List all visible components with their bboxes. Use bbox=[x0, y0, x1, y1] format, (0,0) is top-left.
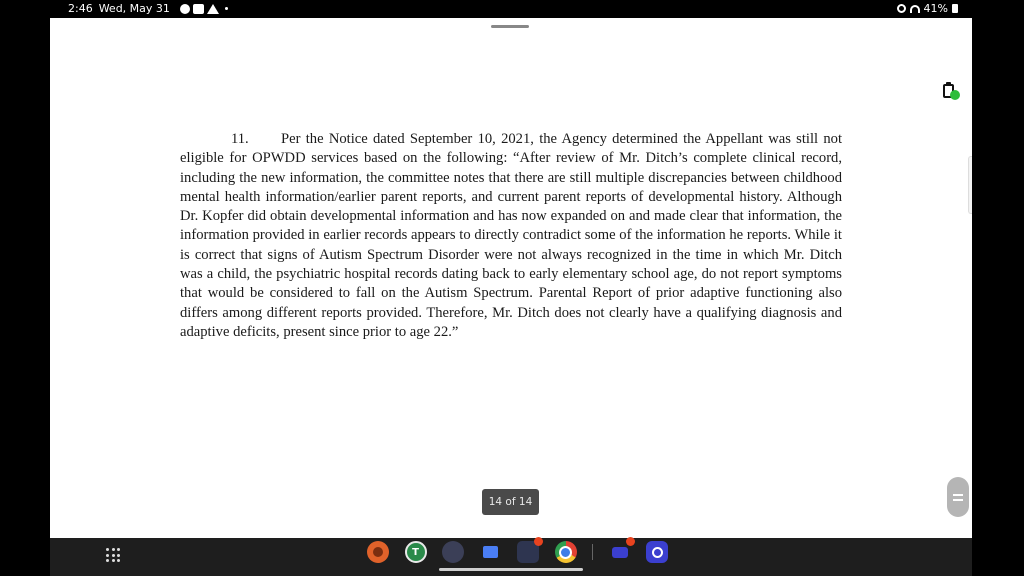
scroll-handle-line bbox=[953, 494, 963, 496]
clipboard-clip bbox=[946, 82, 951, 86]
taskbar bbox=[50, 538, 972, 576]
status-date: Wed, May 31 bbox=[98, 2, 170, 15]
photos-app-icon[interactable] bbox=[367, 541, 389, 563]
scroll-handle-line bbox=[953, 499, 963, 501]
files-app-icon[interactable] bbox=[480, 541, 502, 563]
gesture-nav-bar[interactable] bbox=[439, 568, 583, 571]
window-drag-handle[interactable] bbox=[491, 25, 529, 28]
check-badge-icon bbox=[950, 90, 960, 100]
app-group-icon[interactable] bbox=[517, 541, 539, 563]
notification-badge bbox=[534, 537, 543, 546]
alarm-icon bbox=[897, 4, 906, 13]
notification-badge bbox=[626, 537, 635, 546]
apps-grid-icon[interactable] bbox=[106, 548, 120, 562]
status-time: 2:46 bbox=[68, 2, 93, 15]
status-right bbox=[897, 2, 958, 15]
notification-icons bbox=[180, 4, 228, 14]
battery-percent: 41% bbox=[923, 2, 948, 15]
app-dock bbox=[367, 541, 684, 563]
youtube-icon[interactable] bbox=[609, 541, 631, 563]
moon-app-icon[interactable] bbox=[442, 541, 464, 563]
paragraph-number: 11. bbox=[231, 131, 249, 147]
document-paragraph bbox=[180, 130, 842, 372]
battery-icon bbox=[952, 4, 958, 13]
page-indicator: 14 of 14 bbox=[482, 489, 539, 515]
status-bar bbox=[0, 0, 1024, 18]
youtube-notification-icon bbox=[193, 4, 204, 14]
edge-panel-handle[interactable] bbox=[968, 156, 972, 214]
home-notification-icon bbox=[207, 4, 219, 14]
document-page[interactable] bbox=[50, 18, 972, 538]
camera-app-icon[interactable] bbox=[646, 541, 668, 563]
dock-divider bbox=[592, 544, 593, 560]
more-notifications-icon bbox=[225, 7, 228, 10]
paragraph-text: Per the Notice dated September 10, 2021, the Agency determined the Appellant was still not eligible for OPWDD services based on the following: “After review of Mr. Ditch’s complete clinical record, including the new information, the committee notes that there are still multiple discrepancies between childhood mental health information/earlier parent reports, and current parent reports of developmental history. Although Dr. Kopfer did obtain developmental information and has now expanded on and made clear that information, the information provided in earlier records appears to directly contradict some of the information he reports. While it is correct that signs of Autism Spectrum Disorder were not always recognized in the time in which Mr. Ditch was a child, the psychiatric hospital records dating back to early elementary school age, do not report symptoms that would be considered to fall on the Autism Spectrum. Parental Report of prior adaptive functioning also differs among different reports provided. Therefore, Mr. Ditch does not clearly have a qualifying diagnosis and adaptive deficits, present since prior to age 22.” bbox=[180, 131, 842, 340]
clipboard-icon[interactable] bbox=[938, 80, 960, 104]
status-left bbox=[68, 2, 228, 15]
chrome-icon[interactable] bbox=[555, 541, 577, 563]
t-app-icon[interactable]: T bbox=[405, 541, 427, 563]
notification-app-icon bbox=[180, 4, 190, 14]
wifi-icon bbox=[910, 5, 920, 13]
scroll-handle[interactable] bbox=[947, 477, 969, 517]
